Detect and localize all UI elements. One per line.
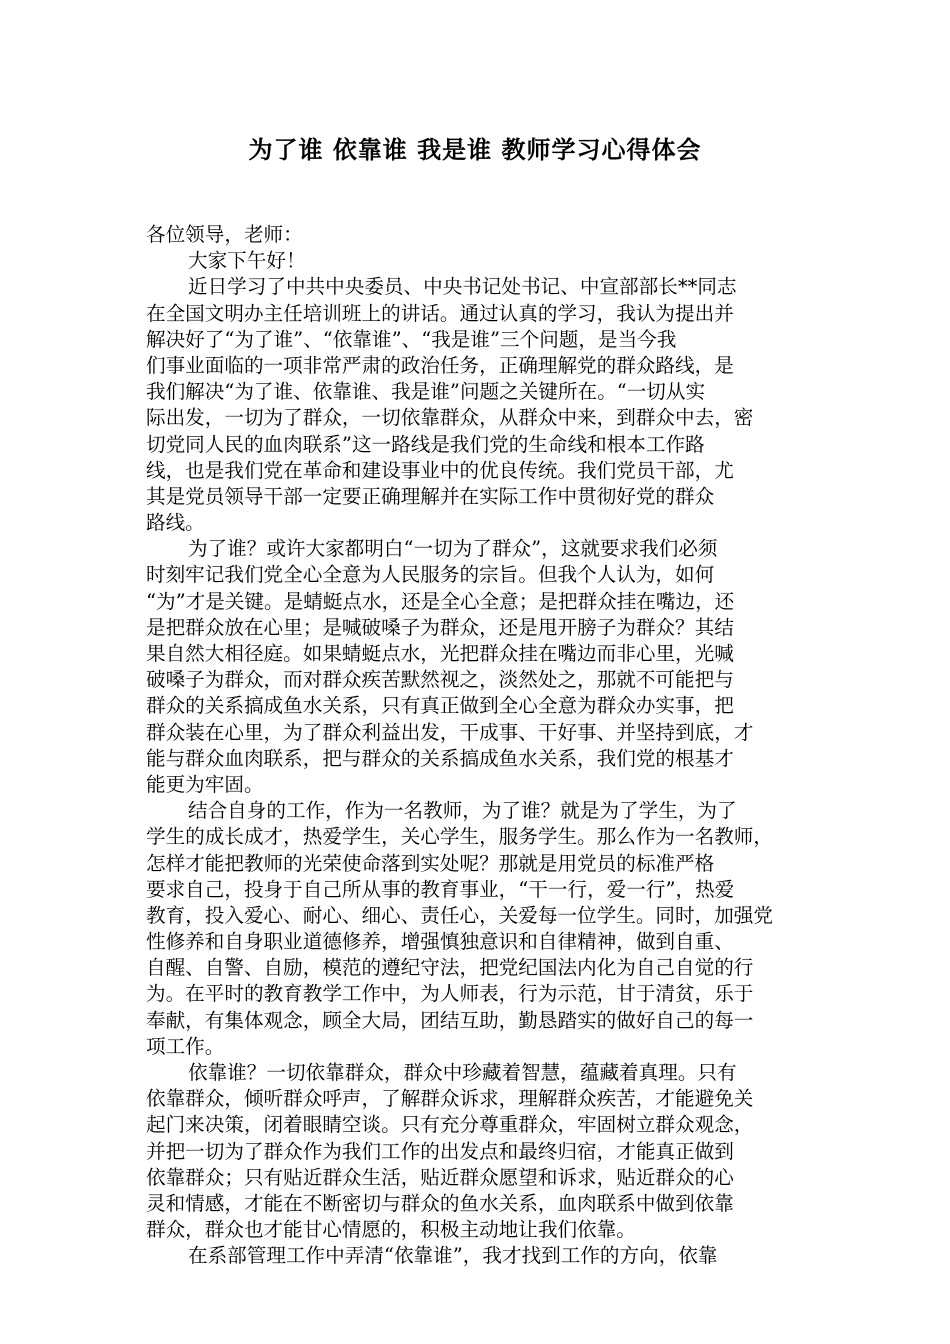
text-line: 路线。 [146,511,205,535]
text-line: 结合自身的工作，作为一名教师，为了谁？就是为了学生，为了 [188,799,737,823]
text-line: 并把一切为了群众作为我们工作的出发点和最终归宿，才能真正做到 [146,1139,734,1163]
text-line: 奉献，有集体观念，顾全大局，团结互助，勤恳踏实的做好自己的每一 [146,1008,754,1032]
text-line: 群众的关系搞成鱼水关系，只有真正做到全心全意为群众办实事，把 [146,694,734,718]
text-line: 切党同人民的血肉联系”这一路线是我们党的生命线和根本工作路 [146,432,705,456]
text-line: 我们解决“为了谁、依靠谁、我是谁”问题之关键所在。“一切从实 [146,380,706,404]
text-line: 在全国文明办主任培训班上的讲话。通过认真的学习，我认为提出并 [146,301,734,325]
document-title: 为了谁 依靠谁 我是谁 教师学习心得体会 [248,136,702,164]
text-line: 破嗓子为群众，而对群众疾苦默然视之，淡然处之，那就不可能把与 [146,668,734,692]
text-line: 学生的成长成才，热爱学生，关心学生，服务学生。那么作为一名教师， [146,825,773,849]
text-line: 们事业面临的一项非常严肃的政治任务，正确理解党的群众路线，是 [146,353,734,377]
text-line: 是把群众放在心里；是喊破嗓子为群众，还是甩开膀子为群众？其结 [146,615,734,639]
text-line: 依靠群众；只有贴近群众生活，贴近群众愿望和诉求，贴近群众的心 [146,1165,734,1189]
text-line: 大家下午好！ [188,249,306,273]
text-line: “为”才是关键。是蜻蜓点水，还是全心全意；是把群众挂在嘴边，还 [146,589,735,613]
text-line: 各位领导，老师： [146,223,303,246]
text-line: 怎样才能把教师的光荣使命落到实处呢？那就是用党员的标准严格 [146,851,715,875]
text-line: 果自然大相径庭。如果蜻蜓点水，光把群众挂在嘴边而非心里，光喊 [146,642,734,665]
text-line: 为。在平时的教育教学工作中，为人师表，行为示范，甘于清贫，乐于 [146,982,754,1006]
text-line: 灵和情感，才能在不断密切与群众的鱼水关系，血肉联系中做到依靠 [146,1191,734,1215]
text-line: 能与群众血肉联系，把与群众的关系搞成鱼水关系，我们党的根基才 [146,746,734,770]
document-body [146,222,806,1270]
text-line: 其是党员领导干部一定要正确理解并在实际工作中贯彻好党的群众 [146,484,715,508]
text-line: 线，也是我们党在革命和建设事业中的优良传统。我们党员干部，尤 [146,458,734,482]
text-line: 能更为牢固。 [146,772,264,796]
text-line: 教育，投入爱心、耐心、细心、责任心，关爱每一位学生。同时，加强党 [146,903,773,927]
text-line: 群众，群众也才能甘心情愿的，积极主动地让我们依靠。 [146,1218,636,1242]
text-line: 为了谁？或许大家都明白“一切为了群众”，这就要求我们必须 [188,537,718,561]
text-line: 群众装在心里，为了群众利益出发，干成事、干好事、并坚持到底，才 [146,720,754,744]
text-line: 际出发，一切为了群众，一切依靠群众，从群众中来，到群众中去，密 [146,406,754,430]
text-line: 时刻牢记我们党全心全意为人民服务的宗旨。但我个人认为，如何 [146,563,715,587]
text-line: 近日学习了中共中央委员、中央书记处书记、中宣部部长**同志 [188,275,737,299]
text-line: 性修养和自身职业道德修养，增强慎独意识和自律精神，做到自重、 [146,930,734,954]
text-line: 起门来决策，闭着眼睛空谈。只有充分尊重群众，牢固树立群众观念， [146,1113,754,1137]
text-line: 项工作。 [146,1034,225,1058]
text-line: 自醒、自警、自励，模范的遵纪守法，把党纪国法内化为自己自觉的行 [146,956,754,980]
text-line: 依靠谁？一切依靠群众，群众中珍藏着智慧，蕴藏着真理。只有 [188,1061,737,1084]
text-line: 在系部管理工作中弄清“依靠谁”，我才找到工作的方向，依靠 [188,1244,718,1268]
text-line: 依靠群众，倾听群众呼声，了解群众诉求，理解群众疾苦，才能避免关 [146,1087,754,1111]
text-line: 解决好了“为了谁”、“依靠谁”、“我是谁”三个问题，是当今我 [146,327,677,351]
text-line: 要求自己，投身于自己所从事的教育事业，“干一行，爱一行”，热爱 [146,877,735,901]
